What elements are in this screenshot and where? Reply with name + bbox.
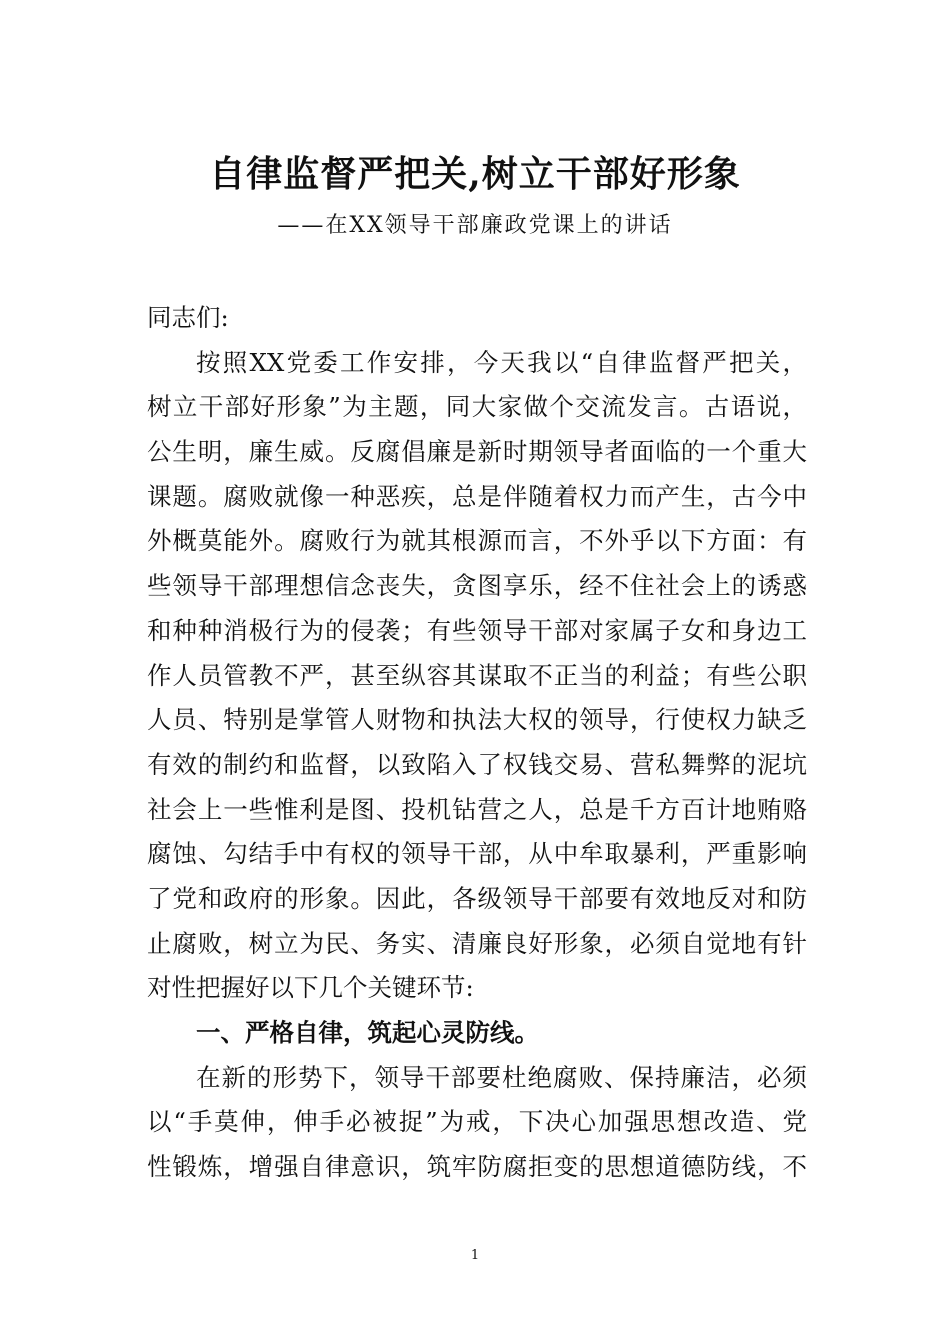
paragraph-line: 和种种消极行为的侵袭；有些领导干部对家属子女和身边工 (147, 615, 807, 645)
document-body (147, 296, 807, 1190)
paragraph-line: 些领导干部理想信念丧失，贪图享乐，经不住社会上的诱惑 (147, 571, 807, 601)
salutation: 同志们: (147, 303, 229, 332)
paragraph-line: 树立干部好形象”为主题，同大家做个交流发言。古语说， (147, 392, 807, 422)
paragraph-line: 性锻炼，增强自律意识，筑牢防腐拒变的思想道德防线，不 (147, 1152, 807, 1182)
paragraph-line: 按照XX党委工作安排，今天我以“自律监督严把关， (196, 347, 807, 377)
paragraph-line: 对性把握好以下几个关键环节: (147, 973, 474, 1003)
paragraph-line: 以“手莫伸，伸手必被捉”为戒，下决心加强思想改造、党 (147, 1107, 807, 1137)
paragraph-line: 人员、特别是掌管人财物和执法大权的领导，行使权力缺乏 (147, 705, 807, 735)
paragraph-line: 公生明，廉生威。反腐倡廉是新时期领导者面临的一个重大 (147, 437, 807, 467)
paragraph-line: 社会上一些惟利是图、投机钻营之人，总是千方百计地贿赂 (147, 794, 807, 824)
document-title: 自律监督严把关,树立干部好形象 (209, 153, 741, 195)
paragraph-line: 了党和政府的形象。因此，各级领导干部要有效地反对和防 (147, 883, 807, 913)
document-subtitle: ——在XX领导干部廉政党课上的讲话 (277, 213, 673, 238)
paragraph-line: 在新的形势下，领导干部要杜绝腐败、保持廉洁，必须 (196, 1062, 807, 1092)
section-heading: 一、严格自律，筑起心灵防线。 (196, 1018, 539, 1047)
paragraph-line: 止腐败，树立为民、务实、清廉良好形象，必须自觉地有针 (147, 928, 807, 958)
paragraph-line: 外概莫能外。腐败行为就其根源而言，不外乎以下方面：有 (147, 526, 807, 556)
page-number: 1 (470, 1248, 480, 1263)
paragraph-line: 作人员管教不严，甚至纵容其谋取不正当的利益；有些公职 (147, 660, 807, 690)
paragraph-line: 有效的制约和监督，以致陷入了权钱交易、营私舞弊的泥坑 (147, 749, 807, 779)
paragraph-line: 腐蚀、勾结手中有权的领导干部，从中牟取暴利，严重影响 (147, 839, 807, 869)
paragraph-line: 课题。腐败就像一种恶疾，总是伴随着权力而产生，古今中 (147, 481, 807, 511)
